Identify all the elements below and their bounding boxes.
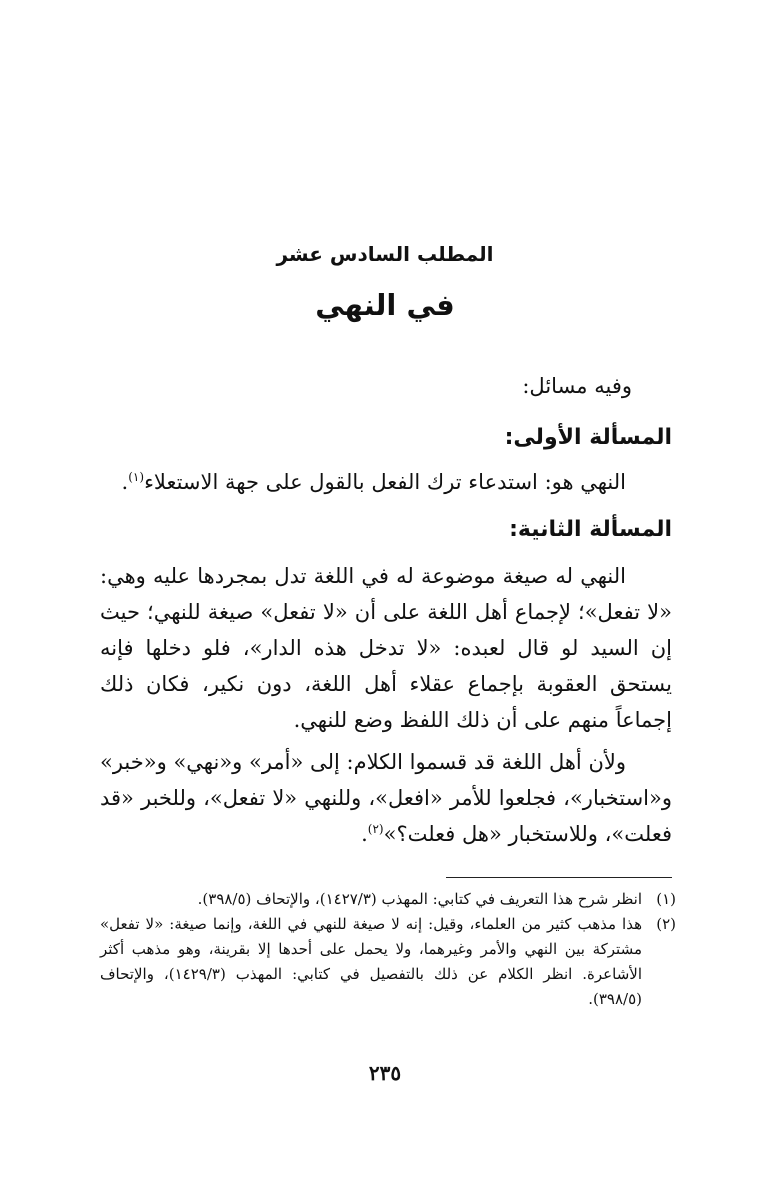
footnote-text: انظر شرح هذا التعريف في كتابي: المهذب (١٤٢٧/٣)، والإتحاف (٣٩٨/٥). <box>197 890 642 908</box>
footnote-number: (٢) <box>656 915 676 933</box>
footnote-divider <box>446 877 672 878</box>
definition-paragraph <box>100 464 672 500</box>
chapter-title: في النهي <box>315 288 455 322</box>
footnote-ref-2: (٢) <box>367 822 384 836</box>
footnote-ref-1: (١) <box>128 470 145 484</box>
section-label: المطلب السادس عشر <box>276 242 494 266</box>
footnotes <box>100 887 676 1012</box>
page-number: ٢٣٥ <box>368 1061 402 1085</box>
question-2-paragraph-2 <box>100 744 672 852</box>
paragraph-2-text: ولأن أهل اللغة قد قسموا الكلام: إلى «أمر» و«نهي» و«خبر» و«استخبار»، فجلعوا للأمر «افعل»، وللنهي «لا تفعل»، وللخبر «قد فعلت»، وللاستخبار «هل فعلت؟» <box>100 750 672 846</box>
footnote-number: (١) <box>656 890 676 908</box>
intro-text: وفيه مسائل: <box>522 374 632 398</box>
paragraph-2 <box>100 744 672 852</box>
question-1-heading: المسألة الأولى: <box>504 425 672 450</box>
footnote-text: هذا مذهب كثير من العلماء، وقيل: إنه لا صيغة للنهي في اللغة، وإنما صيغة: «لا تفعل» مشتركة بين النهي والأمر وغيرهما، ولا يحمل على أحدها إلا بقرينة، وهو مذهب أكثر الأشاعرة. انظر الكلام عن ذلك بالتفصيل في كتابي: المهذب (١٤٢٩/٣)، والإتحاف (٣٩٨/٥). <box>100 915 642 1008</box>
paragraph-2-end: . <box>361 822 368 846</box>
definition-end: . <box>121 470 129 494</box>
paragraph-1-text: النهي له صيغة موضوعة له في اللغة تدل بمجردها عليه وهي: «لا تفعل»؛ لإجماع أهل اللغة على أن «لا تفعل» صيغة للنهي؛ حيث إن السيد لو قال لعبده: «لا تدخل هذه الدار»، فلو دخلها فإنه يستحق العقوبة بإجماع عقلاء أهل اللغة، دون نكير، فكان ذلك إجماعاً منهم على أن ذلك اللفظ وضع للنهي. <box>100 564 672 732</box>
footnote-2 <box>100 912 676 1012</box>
question-1-definition <box>100 464 672 500</box>
footnote-1 <box>100 887 676 912</box>
question-2-heading: المسألة الثانية: <box>509 517 672 542</box>
question-2-paragraph-1 <box>100 558 672 738</box>
definition-text: النهي هو: استدعاء ترك الفعل بالقول على جهة الاستعلاء <box>144 470 626 494</box>
